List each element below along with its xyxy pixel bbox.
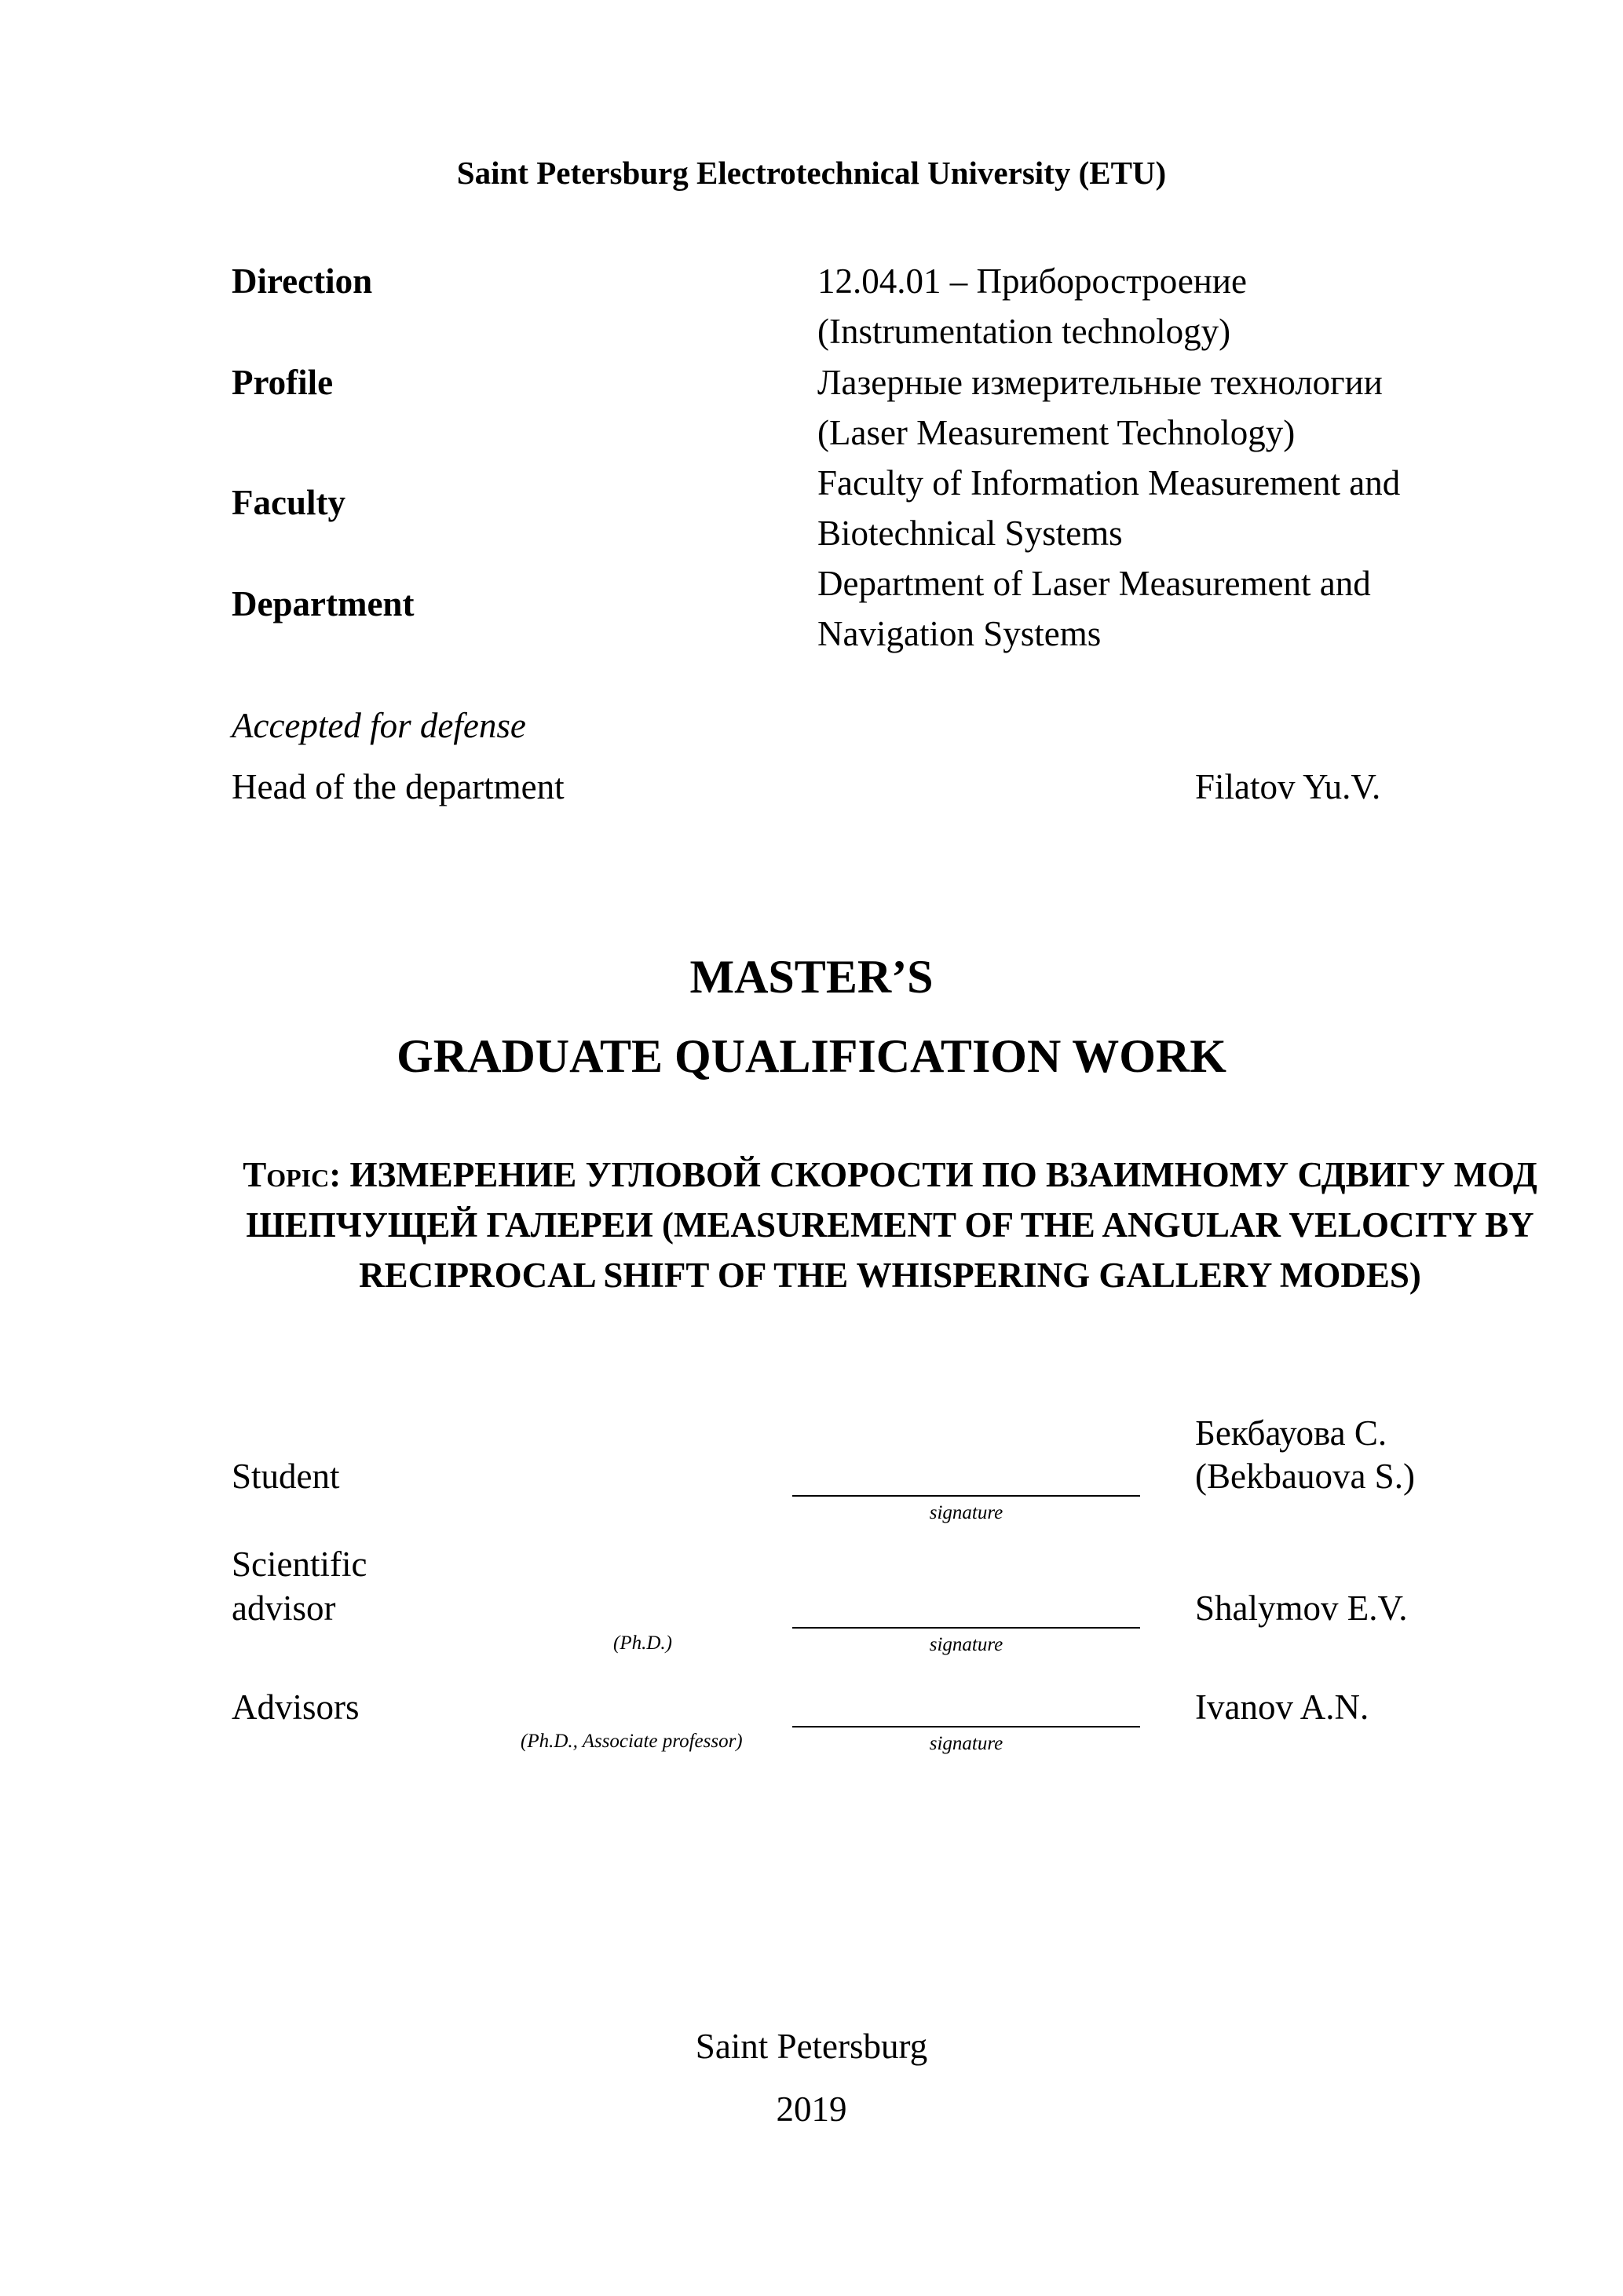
topic-block xyxy=(232,1150,1548,1300)
topic-label: Topic: xyxy=(243,1155,342,1194)
scientific-advisor-signature-line xyxy=(792,1627,1140,1629)
student-signature-caption: signature xyxy=(929,1502,1003,1523)
student-label: Student xyxy=(232,1457,340,1496)
advisors-name: Ivanov A.N. xyxy=(1195,1687,1369,1727)
head-of-department-name: Filatov Yu.V. xyxy=(1195,767,1381,806)
student-name-latin: (Bekbauova S.) xyxy=(1195,1457,1415,1496)
direction-label: Direction xyxy=(232,261,373,301)
topic-text: ИЗМЕРЕНИЕ УГЛОВОЙ СКОРОСТИ ПО ВЗАИМНОМУ СДВИГУ МОД ШЕПЧУЩЕЙ ГАЛЕРЕИ (MEASUREMENT OF THE ANGULAR VELOCITY BY RECIPROCAL SHIFT OF THE WHISPERING GALLERY MODES) xyxy=(246,1155,1537,1295)
direction-value-line2: (Instrumentation technology) xyxy=(817,312,1231,351)
university-name: Saint Petersburg Electrotechnical University (ETU) xyxy=(456,155,1167,191)
advisors-signature-caption: signature xyxy=(929,1733,1003,1754)
profile-value-line1: Лазерные измерительные технологии xyxy=(817,363,1383,402)
advisors-signature-line xyxy=(792,1726,1140,1727)
student-signature-line xyxy=(792,1495,1140,1497)
faculty-value-line2: Biotechnical Systems xyxy=(817,514,1123,553)
faculty-label: Faculty xyxy=(232,483,345,522)
profile-value-line2: (Laser Measurement Technology) xyxy=(817,413,1296,452)
faculty-value-line1: Faculty of Information Measurement and xyxy=(817,463,1401,503)
scientific-advisor-label-line1: Scientific xyxy=(232,1545,367,1584)
advisors-label: Advisors xyxy=(232,1687,360,1727)
scientific-advisor-signature-caption: signature xyxy=(929,1634,1003,1655)
work-title-line2: GRADUATE QUALIFICATION WORK xyxy=(397,1030,1226,1082)
profile-label: Profile xyxy=(232,363,334,402)
scientific-advisor-degree: (Ph.D.) xyxy=(613,1632,672,1654)
department-value-line2: Navigation Systems xyxy=(817,614,1102,653)
head-of-department-label: Head of the department xyxy=(232,767,565,806)
scientific-advisor-name: Shalymov E.V. xyxy=(1195,1589,1408,1628)
department-value-line1: Department of Laser Measurement and xyxy=(817,564,1371,603)
footer-year: 2019 xyxy=(776,2089,847,2129)
accepted-for-defense: Accepted for defense xyxy=(232,706,526,745)
footer-city: Saint Petersburg xyxy=(695,2027,928,2066)
student-name-native: Бекбауова С. xyxy=(1195,1413,1387,1453)
department-label: Department xyxy=(232,584,415,623)
advisors-degree: (Ph.D., Associate professor) xyxy=(521,1731,743,1752)
direction-value-line1: 12.04.01 – Приборостроение xyxy=(817,261,1247,301)
scientific-advisor-label-line2: advisor xyxy=(232,1589,336,1628)
work-title-line1: MASTER’S xyxy=(689,951,934,1003)
